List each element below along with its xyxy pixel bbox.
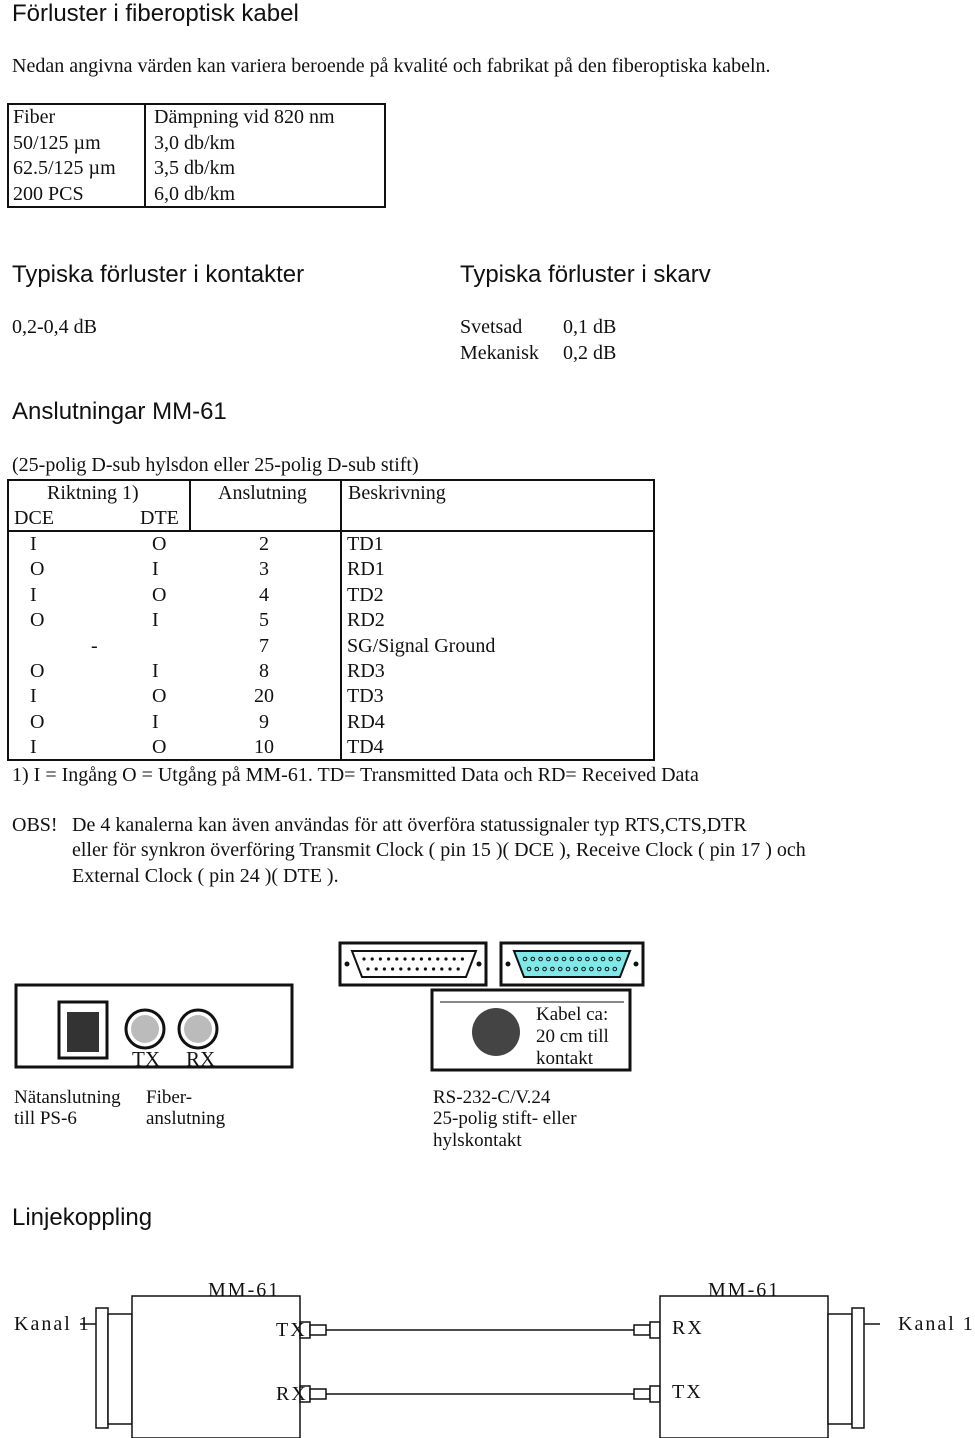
- connections-subtitle: (25-polig D-sub hylsdon eller 25-polig D-sub stift): [12, 454, 419, 476]
- pin-table: [7, 479, 655, 761]
- obs-line: De 4 kanalerna kan även användas för att överföra statussignaler typ RTS,CTS,DTR: [72, 814, 747, 836]
- pin-direction-dce: I: [30, 736, 37, 759]
- port-label-rx: RX: [186, 1047, 216, 1071]
- pin-direction-dte: O: [152, 583, 167, 606]
- port-label-tx: TX: [132, 1047, 160, 1071]
- pin-description: RD3: [347, 660, 385, 682]
- pin-number: 2: [259, 533, 269, 555]
- connections-title: Anslutningar MM-61: [12, 398, 227, 425]
- db25-male-connector-icon: [501, 943, 643, 985]
- pin-direction-none: -: [91, 634, 98, 657]
- label-fiber: Fiber-: [146, 1087, 193, 1108]
- fiber-row-value: 6,0 db/km: [154, 183, 236, 205]
- label-rs232: 25-polig stift- eller: [433, 1108, 577, 1129]
- pin-number: 5: [259, 609, 269, 632]
- fiber-intro: Nedan angivna värden kan variera beroende på kvalité och fabrikat på den fiberoptiska kabeln.: [12, 55, 771, 77]
- pin-number: 7: [259, 634, 269, 657]
- fiber-row-value: 3,0 db/km: [154, 132, 236, 154]
- fiber-row-type: 62.5/125 µm: [13, 157, 116, 179]
- pin-direction-dte: O: [152, 685, 167, 708]
- pin-direction-dte: I: [152, 609, 159, 632]
- pin-table-divider: [340, 479, 342, 761]
- label-power: till PS-6: [14, 1108, 77, 1129]
- pin-number: 8: [259, 660, 269, 682]
- pin-direction-dte: O: [152, 736, 167, 759]
- header-dce: DCE: [14, 507, 54, 529]
- pin-description: RD2: [347, 609, 385, 632]
- fiber-row-type: 50/125 µm: [13, 132, 101, 154]
- pin-description: SG/Signal Ground: [347, 634, 496, 657]
- label-fiber: anslutning: [146, 1108, 226, 1129]
- fiber-header-fiber: Fiber: [13, 106, 56, 128]
- splice-value: 0,2 dB: [563, 342, 617, 364]
- right-channel-label: Kanal 1: [898, 1313, 975, 1335]
- fiber-table-divider: [144, 103, 146, 208]
- pin-footnote: 1) I = Ingång O = Utgång på MM-61. TD= Transmitted Data och RD= Received Data: [12, 764, 699, 786]
- pin-description: RD1: [347, 558, 385, 581]
- right-connector-icon: [852, 1308, 864, 1428]
- link-diagram: [0, 1296, 960, 1438]
- pin-number: 20: [254, 685, 274, 708]
- obs-line: eller för synkron överföring Transmit Clock ( pin 15 )( DCE ), Receive Clock ( pin 17 ) och: [72, 839, 806, 861]
- left-channel-label: Kanal 1: [14, 1313, 91, 1335]
- header-dte: DTE: [140, 507, 179, 529]
- pin-number: 9: [259, 710, 269, 733]
- right-unit-label: MM-61: [708, 1279, 781, 1301]
- label-rs232: hylskontakt: [433, 1130, 522, 1151]
- pin-number: 4: [259, 583, 269, 606]
- pin-direction-dce: O: [30, 660, 45, 682]
- header-description: Beskrivning: [348, 482, 446, 504]
- link-title: Linjekoppling: [12, 1204, 153, 1231]
- right-rx-port-icon: [634, 1322, 660, 1338]
- right-tx-port-icon: [634, 1386, 660, 1402]
- right-tx-label: TX: [672, 1381, 703, 1403]
- pin-direction-dce: O: [30, 609, 45, 632]
- contacts-title: Typiska förluster i kontakter: [12, 261, 305, 288]
- header-pin: Anslutning: [218, 482, 307, 504]
- left-tx-label: TX: [276, 1319, 307, 1341]
- fiber-row-value: 3,5 db/km: [154, 157, 236, 179]
- obs-label: OBS!: [12, 814, 58, 836]
- splice-label: Svetsad: [460, 316, 523, 338]
- contacts-value: 0,2-0,4 dB: [12, 316, 97, 338]
- pin-description: TD4: [347, 736, 384, 759]
- pin-direction-dce: O: [30, 710, 45, 733]
- cable-note: 20 cm till: [536, 1026, 609, 1047]
- left-connector-icon: [96, 1308, 108, 1428]
- left-mm61-box: [132, 1296, 300, 1438]
- pin-direction-dce: O: [30, 558, 45, 581]
- pin-direction-dce: I: [30, 685, 37, 708]
- header-direction: Riktning 1): [47, 482, 139, 504]
- pin-direction-dte: I: [152, 558, 159, 581]
- pin-direction-dte: I: [152, 710, 159, 733]
- pin-direction-dce: I: [30, 583, 37, 606]
- right-rx-label: RX: [672, 1317, 704, 1339]
- pin-number: 10: [254, 736, 274, 759]
- label-rs232: RS-232-C/V.24: [433, 1087, 551, 1108]
- pin-table-divider: [189, 479, 191, 532]
- left-unit-label: MM-61: [208, 1279, 281, 1301]
- obs-line: External Clock ( pin 24 )( DTE ).: [72, 865, 339, 887]
- fiber-row-type: 200 PCS: [13, 183, 84, 205]
- pin-description: TD3: [347, 685, 384, 708]
- pin-direction-dce: I: [30, 533, 37, 555]
- splice-title: Typiska förluster i skarv: [460, 261, 711, 288]
- fiber-title: Förluster i fiberoptisk kabel: [12, 0, 299, 27]
- label-power: Nätanslutning: [14, 1087, 121, 1108]
- left-rx-label: RX: [276, 1383, 308, 1405]
- pin-description: RD4: [347, 710, 385, 733]
- db25-female-connector-icon: [340, 943, 486, 985]
- pin-table-header-rule: [7, 530, 655, 532]
- cable-note: Kabel ca:: [536, 1004, 609, 1025]
- cable-plug-icon: [472, 1008, 520, 1056]
- fiber-header-attenuation: Dämpning vid 820 nm: [154, 106, 335, 128]
- pin-direction-dte: I: [152, 660, 159, 682]
- pin-direction-dte: O: [152, 533, 167, 555]
- splice-value: 0,1 dB: [563, 316, 617, 338]
- pin-description: TD1: [347, 533, 384, 555]
- pin-description: TD2: [347, 583, 384, 606]
- pin-number: 3: [259, 558, 269, 581]
- splice-label: Mekanisk: [460, 342, 539, 364]
- cable-note: kontakt: [536, 1048, 593, 1069]
